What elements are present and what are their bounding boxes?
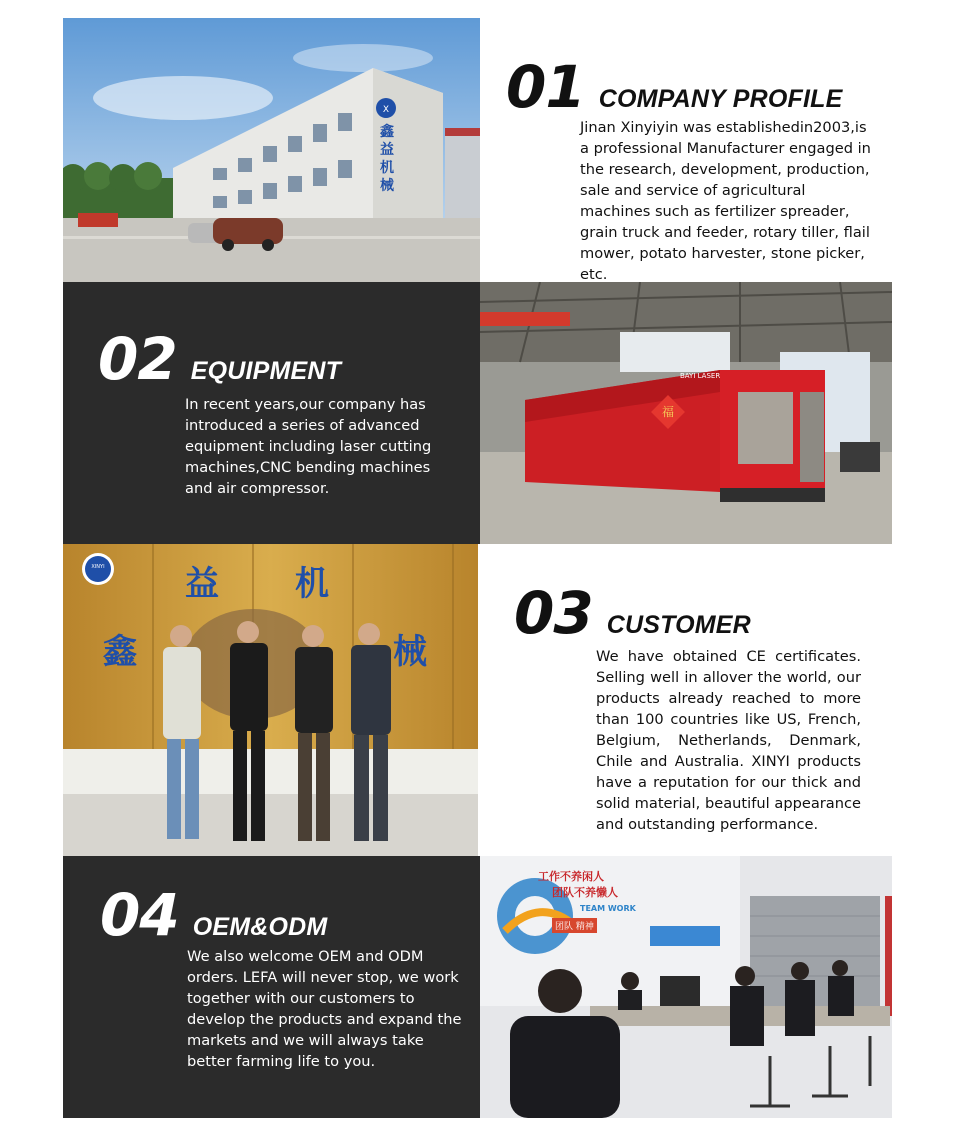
- oem-odm-description: We also welcome OEM and ODM orders. LEFA will never stop, we work together with our customers to develop the products and expand the markets and we will always take better farming life to you.: [187, 948, 462, 1070]
- wall-team-work: TEAM WORK: [580, 904, 636, 913]
- equipment-text-panel: [63, 282, 480, 544]
- wall-char-3: 机: [295, 564, 329, 604]
- wall-char-1: 鑫: [103, 632, 137, 672]
- wall-char-4: 械: [393, 632, 427, 672]
- equipment-heading: [98, 325, 342, 393]
- section-company-profile: [63, 18, 892, 282]
- customer-heading: [514, 579, 751, 647]
- section-number: 03: [514, 579, 593, 647]
- wall-char-2: 益: [185, 564, 219, 604]
- section-equipment: [63, 282, 892, 544]
- svg-text:X: X: [382, 105, 390, 115]
- section-number: 01: [506, 53, 585, 121]
- building-sign: 鑫益机械: [380, 124, 394, 194]
- wall-slogan-1: 工作不养闲人: [538, 870, 604, 883]
- section-title: COMPANY PROFILE: [598, 85, 843, 113]
- section-number: 02: [98, 325, 177, 393]
- company-profile-description: Jinan Xinyiyin was establishedin2003,is a professional Manufacturer engaged in the research, development, production, sale and service of agricultural machines such as fertilizer spreader, grain truck and feeder, rotary tiller, flail mower, potato harvester, stone picker, etc.: [580, 119, 871, 282]
- section-number: 04: [100, 881, 179, 949]
- company-profile-heading: [506, 53, 843, 121]
- wall-slogan-3: 团队 精神: [552, 918, 597, 933]
- section-title: CUSTOMER: [606, 611, 751, 639]
- customer-text-panel: [478, 544, 892, 856]
- company-profile-text-panel: [480, 18, 892, 282]
- company-logo-badge: XINYI: [91, 564, 105, 570]
- wall-slogan-2: 团队不养懒人: [552, 886, 618, 899]
- lucky-banner-text: 福: [661, 405, 675, 419]
- laser-cutting-machine-photo: [480, 282, 892, 544]
- office-team-photo: [480, 856, 892, 1118]
- machine-brand-label: BAYI LASER: [680, 372, 721, 380]
- company-building-photo: [63, 18, 480, 282]
- customer-visit-photo: [63, 544, 478, 856]
- section-title: EQUIPMENT: [190, 357, 342, 385]
- oem-odm-heading: [100, 881, 328, 949]
- section-customer: [63, 544, 892, 856]
- section-title: OEM&ODM: [192, 913, 328, 941]
- oem-odm-text-panel: [63, 856, 480, 1118]
- section-oem-odm: [63, 856, 892, 1118]
- customer-description: We have obtained CE certificates. Selling well in allover the world, our products already reached to more than 100 countries like US, French, Belgium, Netherlands, Denmark, Chile and Australia. XINYI products have a reputation for our thick and solid material, beautiful appearance and outstanding performance.: [596, 648, 861, 833]
- equipment-description: In recent years,our company has introduced a series of advanced equipment including laser cutting machines,CNC bending machines and air compressor.: [185, 396, 432, 497]
